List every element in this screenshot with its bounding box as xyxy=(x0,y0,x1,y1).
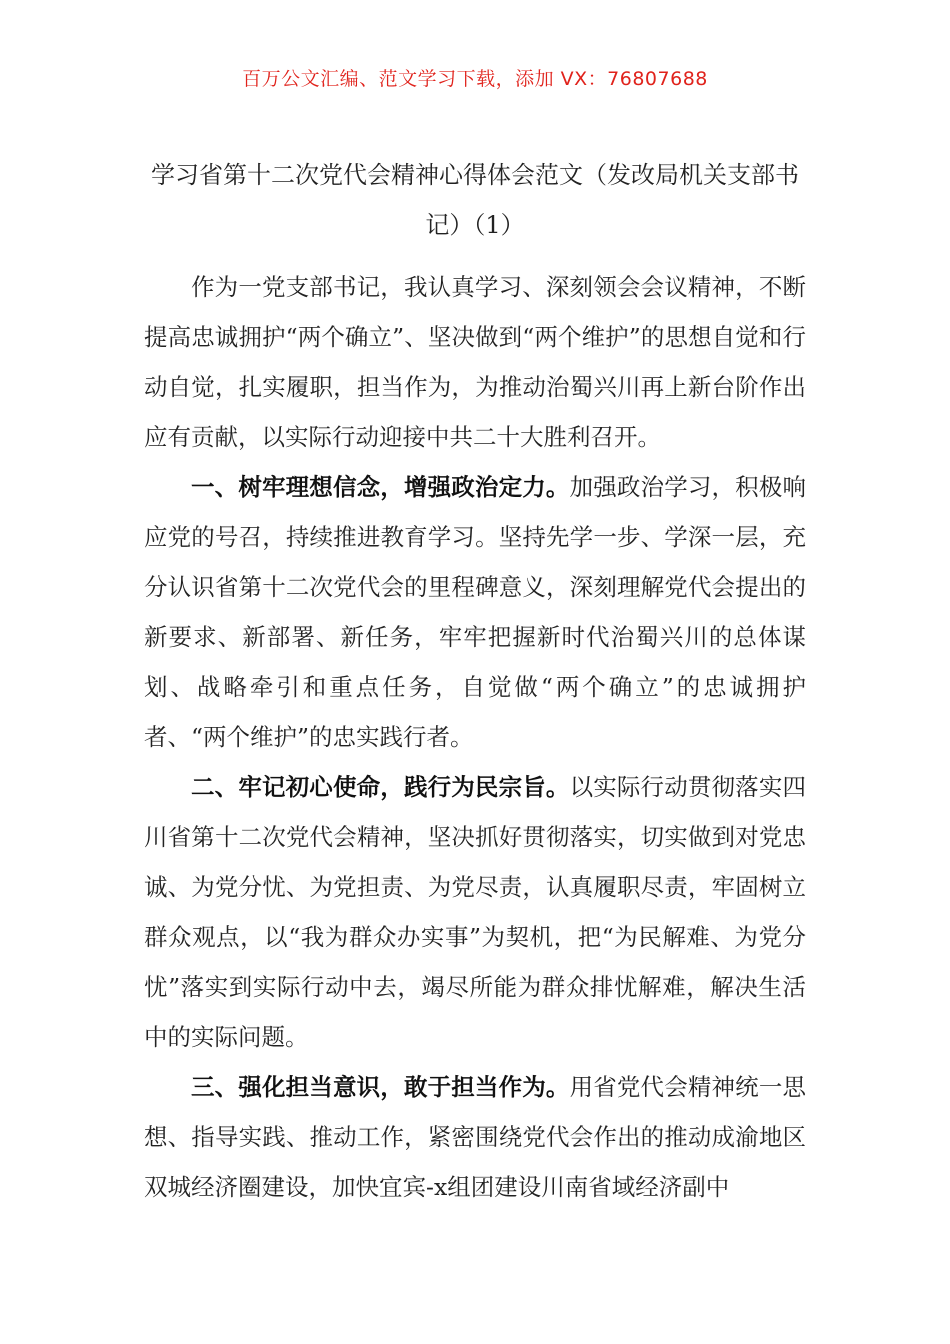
paragraph-intro xyxy=(144,262,806,462)
paragraph-text: 用省党代会精神统一思想、指导实践、推动工作，紧密围绕党代会作出的推动成渝地区双城经济圈建设，加快宜宾-x组团建设川南省域经济副中 xyxy=(144,1073,807,1201)
paragraph-section-3 xyxy=(144,1062,806,1212)
document-title: 学习省第十二次党代会精神心得体会范文（发改局机关支部书记）（1） xyxy=(151,161,799,239)
section-heading-2: 二、牢记初心使命，践行为民宗旨。 xyxy=(191,773,570,801)
document-body xyxy=(144,262,806,1212)
paragraph-text: 加强政治学习，积极响应党的号召，持续推进教育学习。坚持先学一步、学深一层，充分认识省第十二次党代会的里程碑意义，深刻理解党代会提出的新要求、新部署、新任务，牢牢把握新时代治蜀兴川的总体谋划、战略牵引和重点任务，自觉做“两个确立”的忠诚拥护者、“两个维护”的忠实践行者。 xyxy=(144,473,807,751)
section-heading-1: 一、树牢理想信念，增强政治定力。 xyxy=(191,473,570,501)
paragraph-text: 作为一党支部书记，我认真学习、深刻领会会议精神，不断提高忠诚拥护“两个确立”、坚决做到“两个维护”的思想自觉和行动自觉，扎实履职，担当作为，为推动治蜀兴川再上新台阶作出应有贡献，以实际行动迎接中共二十大胜利召开。 xyxy=(144,273,806,451)
section-heading-3: 三、强化担当意识，敢于担当作为。 xyxy=(191,1073,570,1101)
paragraph-section-1 xyxy=(144,462,806,762)
paragraph-text: 以实际行动贯彻落实四川省第十二次党代会精神，坚决抓好贯彻落实，切实做到对党忠诚、为党分忧、为党担责、为党尽责，认真履职尽责，牢固树立群众观点，以“我为群众办实事”为契机，把“为民解难、为党分忧”落实到实际行动中去，竭尽所能为群众排忧解难，解决生活中的实际问题。 xyxy=(144,773,807,1051)
promo-banner: 百万公文汇编、范文学习下载，添加 VX：76807688 xyxy=(242,68,708,90)
paragraph-section-2 xyxy=(144,762,806,1062)
